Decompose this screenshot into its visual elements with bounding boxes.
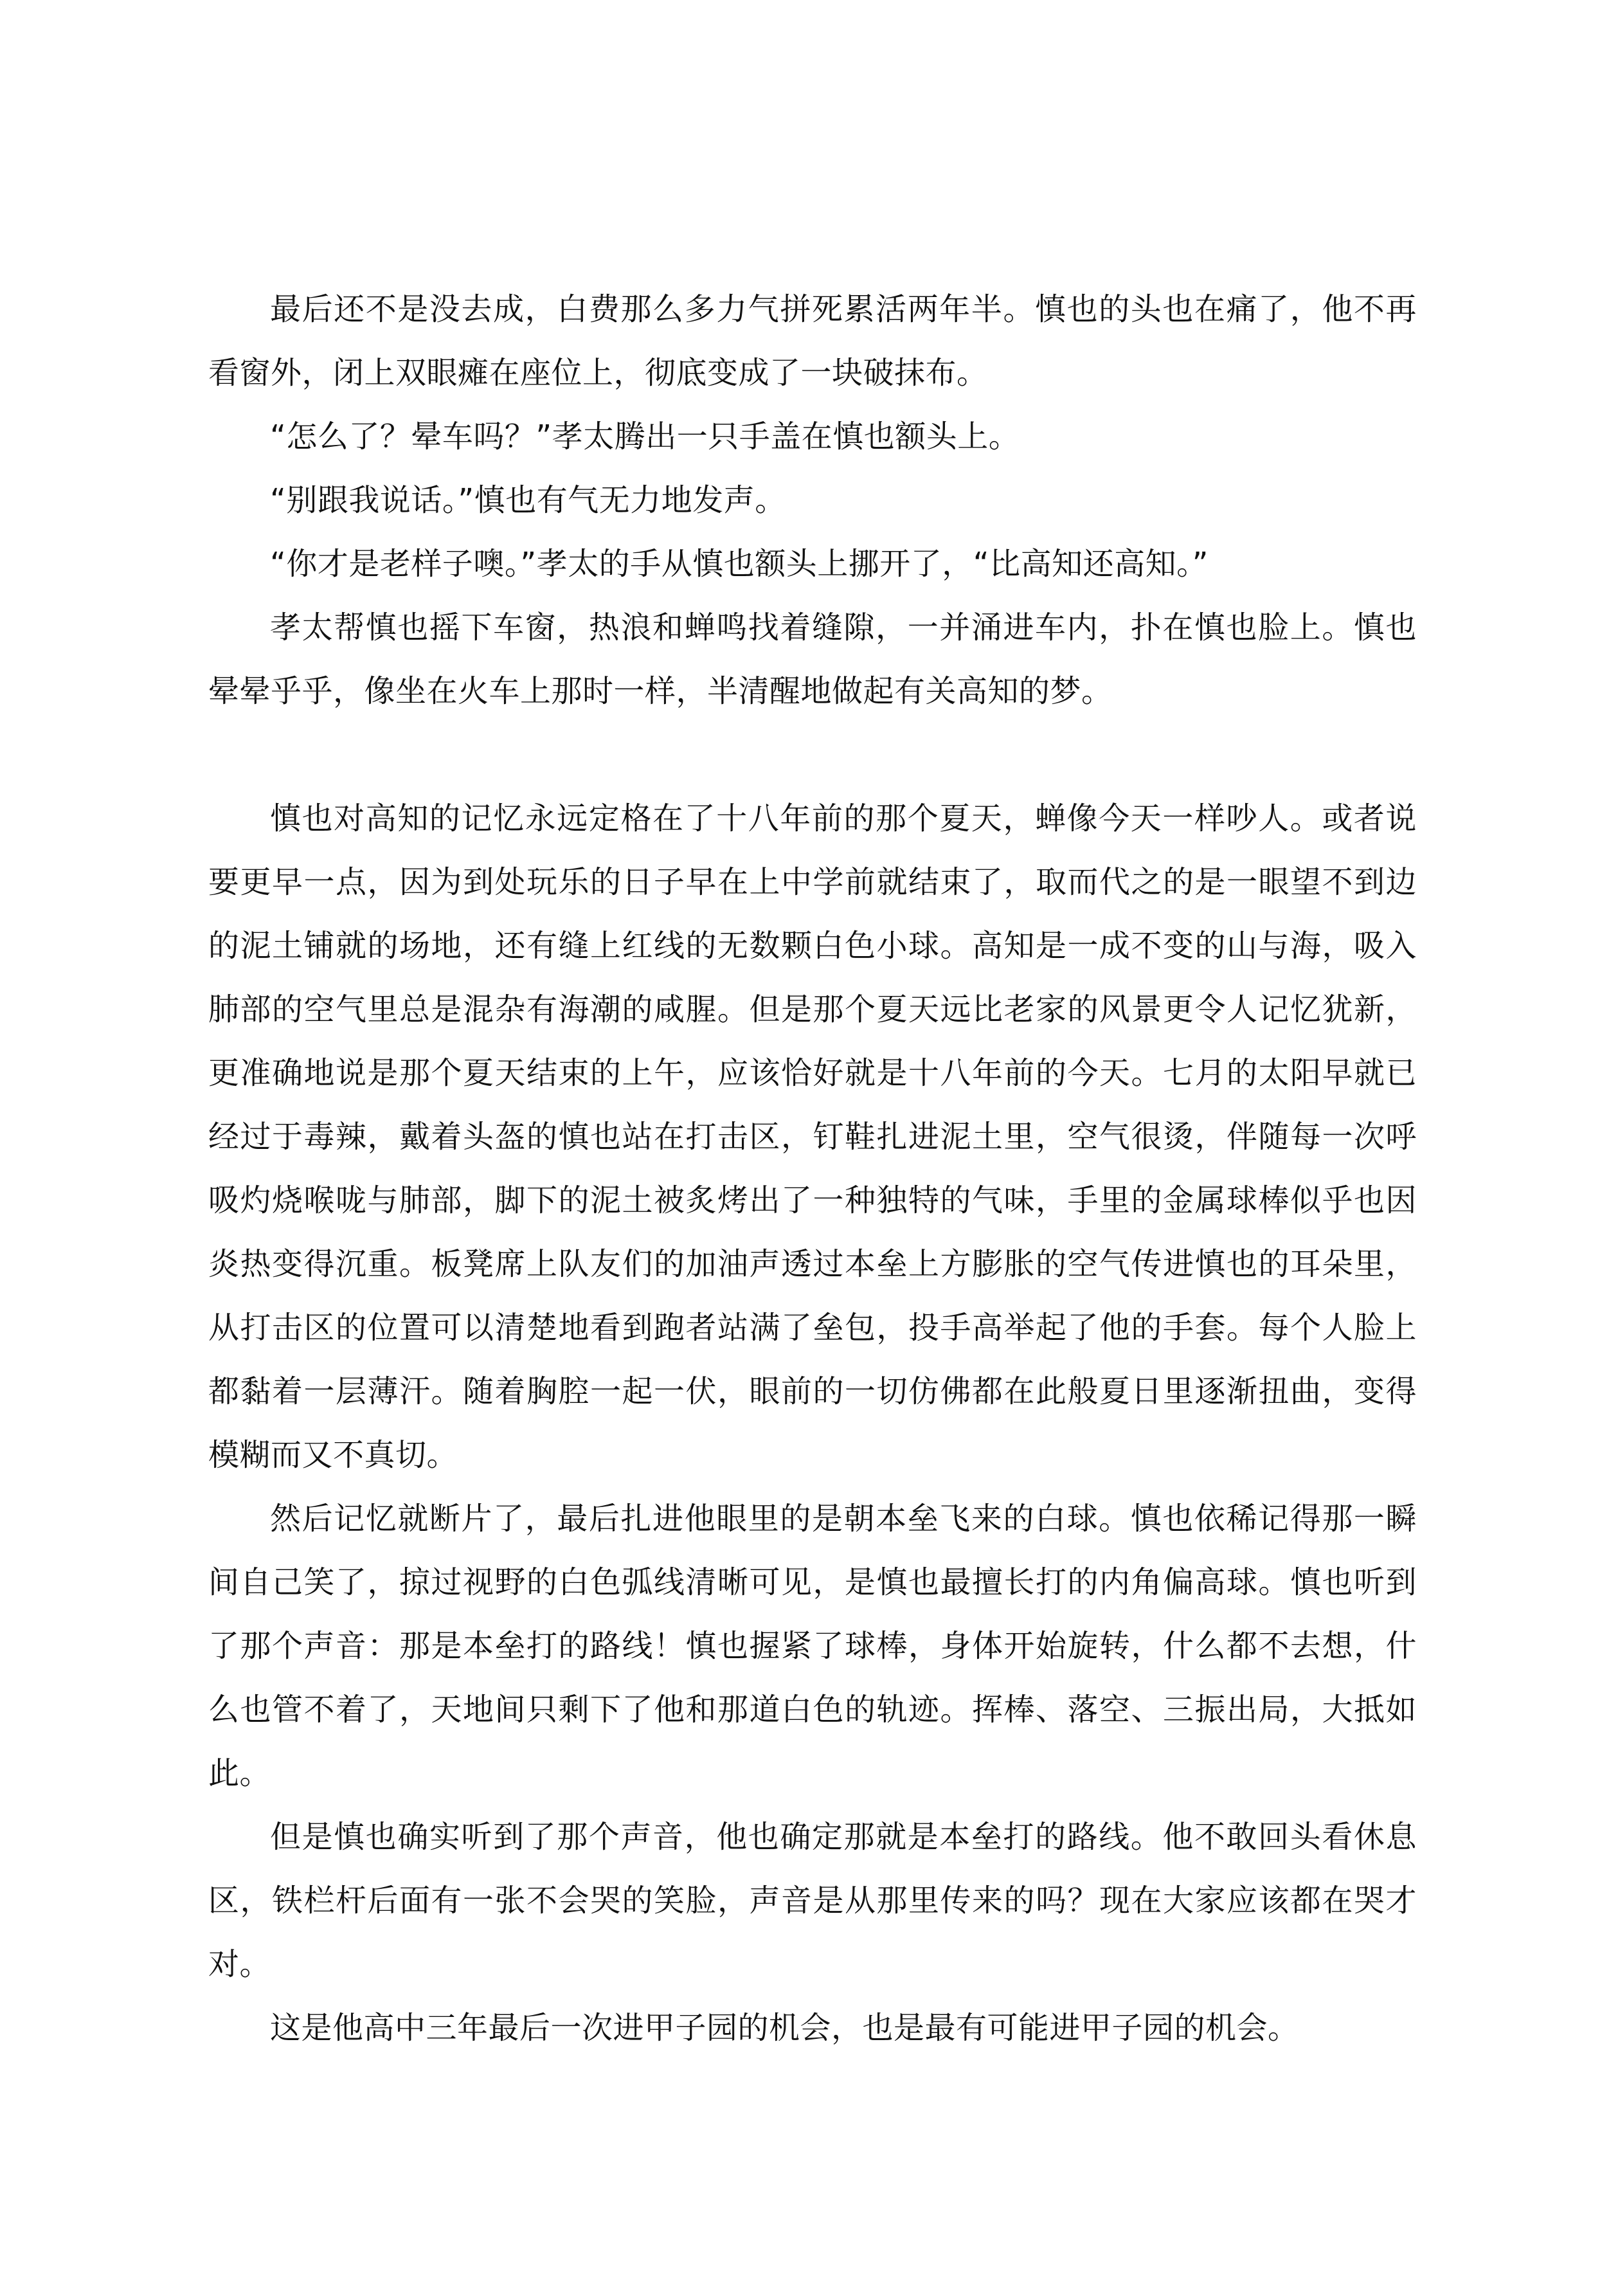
paragraph-2: “怎么了？晕车吗？”孝太腾出一只手盖在慎也额头上。 <box>270 419 1020 455</box>
body-text <box>208 278 1417 2060</box>
paragraph-5: 孝太帮慎也摇下车窗，热浪和蝉鸣找着缝隙，一并涌进车内，扑在慎也脸上。慎也晕晕乎乎，像坐在火车上那时一样，半清醒地做起有关高知的梦。 <box>208 610 1417 709</box>
paragraph-7: 然后记忆就断片了，最后扎进他眼里的是朝本垒飞来的白球。慎也依稀记得那一瞬间自己笑了，掠过视野的白色弧线清晰可见，是慎也最擅长打的内角偏高球。慎也听到了那个声音：那是本垒打的路线！慎也握紧了球棒，身体开始旋转，什么都不去想，什么也管不着了，天地间只剩下了他和那道白色的轨迹。挥棒、落空、三振出局，大抵如此。 <box>208 1501 1417 1791</box>
paragraph-1: 最后还不是没去成，白费那么多力气拼死累活两年半。慎也的头也在痛了，他不再看窗外，闭上双眼瘫在座位上，彻底变成了一块破抹布。 <box>208 291 1417 391</box>
paragraph-6: 慎也对高知的记忆永远定格在了十八年前的那个夏天，蝉像今天一样吵人。或者说要更早一点，因为到处玩乐的日子早在上中学前就结束了，取而代之的是一眼望不到边的泥土铺就的场地，还有缝上红线的无数颗白色小球。高知是一成不变的山与海，吸入肺部的空气里总是混杂有海潮的咸腥。但是那个夏天远比老家的风景更令人记忆犹新，更准确地说是那个夏天结束的上午，应该恰好就是十八年前的今天。七月的太阳早就已经过于毒辣，戴着头盔的慎也站在打击区，钉鞋扎进泥土里，空气很烫，伴随每一次呼吸灼烧喉咙与肺部，脚下的泥土被炙烤出了一种独特的气味，手里的金属球棒似乎也因炎热变得沉重。板凳席上队友们的加油声透过本垒上方膨胀的空气传进慎也的耳朵里，从打击区的位置可以清楚地看到跑者站满了垒包，投手高举起了他的手套。每个人脸上都黏着一层薄汗。随着胸腔一起一伏，眼前的一切仿佛都在此般夏日里逐渐扭曲，变得模糊而又不真切。 <box>208 800 1417 1473</box>
paragraph-9: 这是他高中三年最后一次进甲子园的机会，也是最有可能进甲子园的机会。 <box>270 2010 1299 2046</box>
paragraph-3: “别跟我说话。”慎也有气无力地发声。 <box>270 482 786 518</box>
paragraph-8: 但是慎也确实听到了那个声音，他也确定那就是本垒打的路线。他不敢回头看休息区，铁栏杆后面有一张不会哭的笑脸，声音是从那里传来的吗？现在大家应该都在哭才对。 <box>208 1819 1417 1982</box>
paragraph-4: “你才是老样子噢。”孝太的手从慎也额头上挪开了，“比高知还高知。” <box>270 546 1209 582</box>
